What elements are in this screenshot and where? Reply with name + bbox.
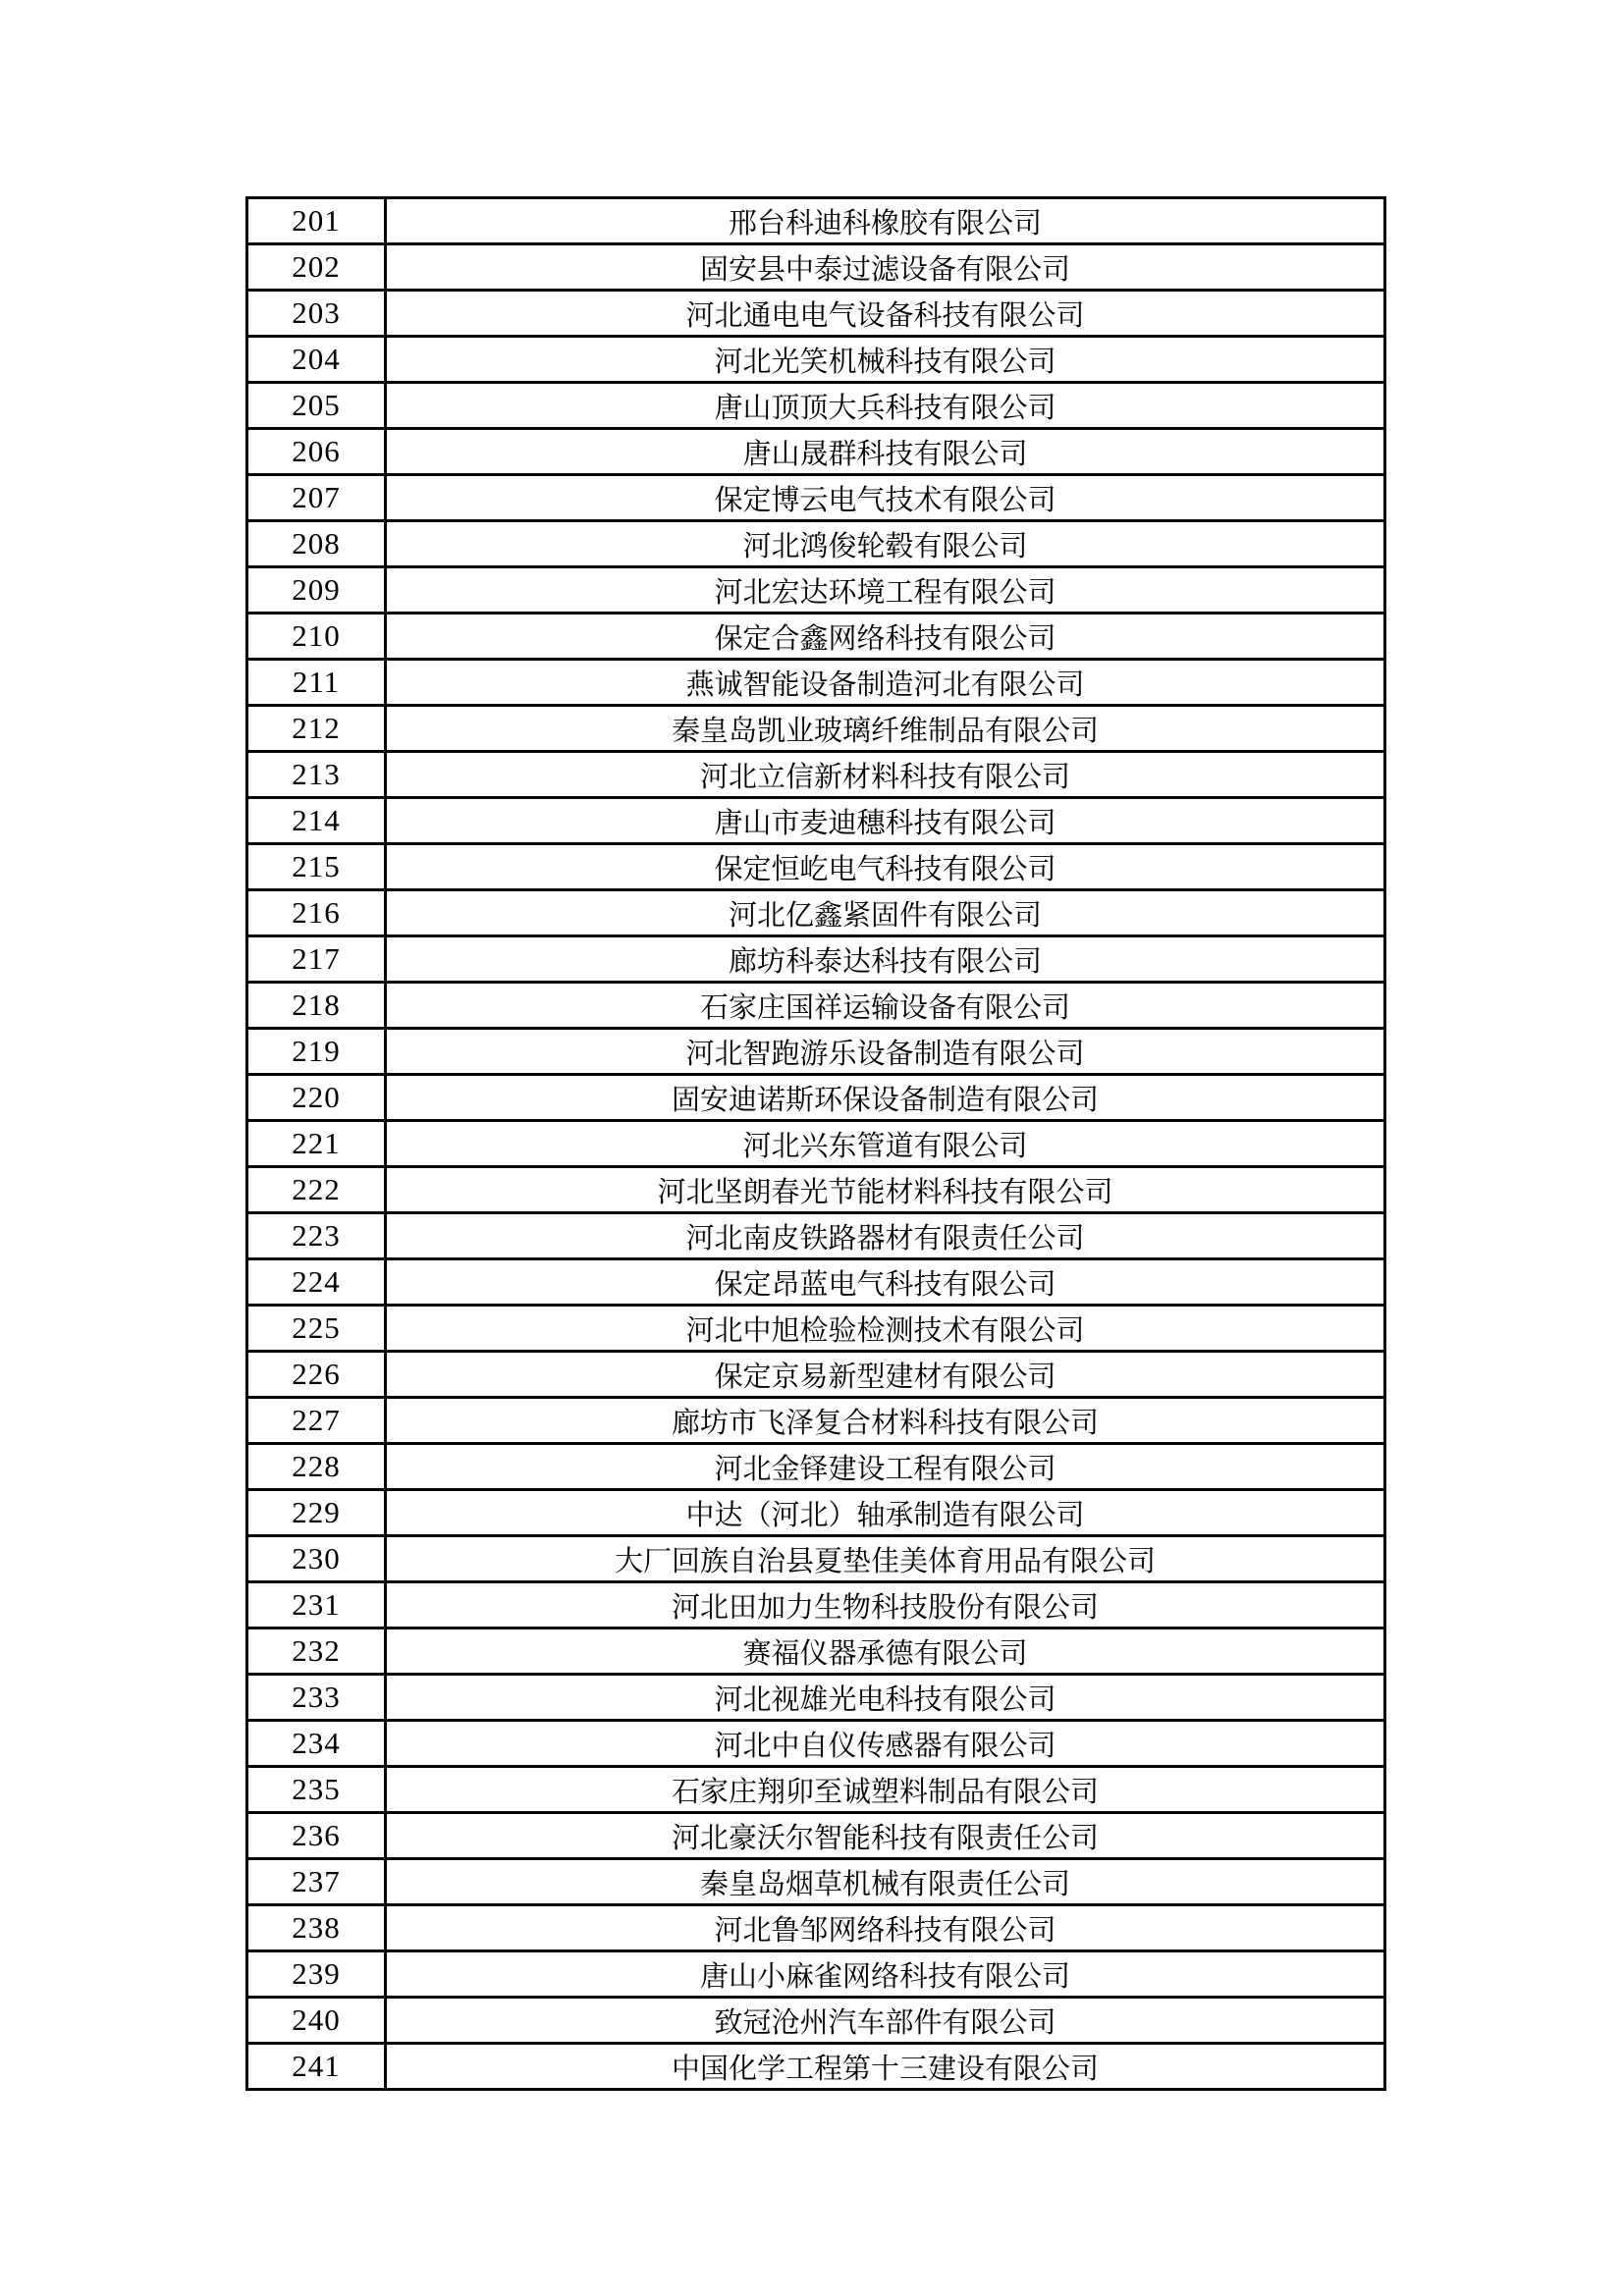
row-number-cell: 215 — [247, 844, 386, 890]
company-name-cell: 固安县中泰过滤设备有限公司 — [386, 244, 1385, 291]
company-name-cell: 河北亿鑫紧固件有限公司 — [386, 890, 1385, 936]
row-number-cell: 204 — [247, 337, 386, 383]
row-number-cell: 207 — [247, 475, 386, 521]
table-body — [247, 198, 1385, 2090]
table-row — [247, 1352, 1385, 1398]
row-number-cell: 220 — [247, 1075, 386, 1121]
company-name-cell: 石家庄翔卯至诚塑料制品有限公司 — [386, 1767, 1385, 1813]
company-name-cell: 燕诚智能设备制造河北有限公司 — [386, 660, 1385, 706]
company-name-cell: 河北立信新材料科技有限公司 — [386, 752, 1385, 798]
row-number-cell: 226 — [247, 1352, 386, 1398]
row-number-cell: 212 — [247, 706, 386, 752]
row-number-cell: 218 — [247, 983, 386, 1029]
company-name-cell: 河北视雄光电科技有限公司 — [386, 1675, 1385, 1721]
table-row — [247, 706, 1385, 752]
table-row — [247, 798, 1385, 844]
table-row — [247, 1951, 1385, 1998]
company-name-cell: 保定恒屹电气科技有限公司 — [386, 844, 1385, 890]
company-name-cell: 保定昂蓝电气科技有限公司 — [386, 1259, 1385, 1306]
company-name-cell: 廊坊市飞泽复合材料科技有限公司 — [386, 1398, 1385, 1444]
row-number-cell: 232 — [247, 1629, 386, 1675]
row-number-cell: 209 — [247, 567, 386, 614]
company-name-cell: 致冠沧州汽车部件有限公司 — [386, 1998, 1385, 2044]
table-row — [247, 244, 1385, 291]
table-row — [247, 1813, 1385, 1859]
row-number-cell: 201 — [247, 198, 386, 244]
company-name-cell: 保定合鑫网络科技有限公司 — [386, 614, 1385, 660]
row-number-cell: 211 — [247, 660, 386, 706]
table-row — [247, 337, 1385, 383]
row-number-cell: 223 — [247, 1213, 386, 1259]
company-name-cell: 石家庄国祥运输设备有限公司 — [386, 983, 1385, 1029]
company-name-cell: 河北宏达环境工程有限公司 — [386, 567, 1385, 614]
row-number-cell: 236 — [247, 1813, 386, 1859]
row-number-cell: 235 — [247, 1767, 386, 1813]
table-row — [247, 198, 1385, 244]
company-name-cell: 河北田加力生物科技股份有限公司 — [386, 1582, 1385, 1629]
company-name-cell: 河北南皮铁路器材有限责任公司 — [386, 1213, 1385, 1259]
table-row — [247, 1859, 1385, 1905]
table-row — [247, 752, 1385, 798]
row-number-cell: 237 — [247, 1859, 386, 1905]
table-row — [247, 1721, 1385, 1767]
table-row — [247, 1490, 1385, 1536]
table-row — [247, 1905, 1385, 1951]
table-row — [247, 1167, 1385, 1213]
table-row — [247, 1075, 1385, 1121]
table-row — [247, 429, 1385, 475]
company-name-cell: 赛福仪器承德有限公司 — [386, 1629, 1385, 1675]
company-name-cell: 邢台科迪科橡胶有限公司 — [386, 198, 1385, 244]
table-row — [247, 1536, 1385, 1582]
row-number-cell: 241 — [247, 2044, 386, 2090]
company-name-cell: 河北通电电气设备科技有限公司 — [386, 291, 1385, 337]
row-number-cell: 224 — [247, 1259, 386, 1306]
company-name-cell: 保定京易新型建材有限公司 — [386, 1352, 1385, 1398]
company-name-cell: 秦皇岛凯业玻璃纤维制品有限公司 — [386, 706, 1385, 752]
table-row — [247, 2044, 1385, 2090]
row-number-cell: 238 — [247, 1905, 386, 1951]
table-row — [247, 1306, 1385, 1352]
table-row — [247, 521, 1385, 567]
company-name-cell: 河北鲁邹网络科技有限公司 — [386, 1905, 1385, 1951]
company-name-cell: 保定博云电气技术有限公司 — [386, 475, 1385, 521]
row-number-cell: 219 — [247, 1029, 386, 1075]
row-number-cell: 203 — [247, 291, 386, 337]
row-number-cell: 213 — [247, 752, 386, 798]
company-name-cell: 秦皇岛烟草机械有限责任公司 — [386, 1859, 1385, 1905]
row-number-cell: 225 — [247, 1306, 386, 1352]
row-number-cell: 202 — [247, 244, 386, 291]
company-name-cell: 大厂回族自治县夏垫佳美体育用品有限公司 — [386, 1536, 1385, 1582]
table-row — [247, 291, 1385, 337]
company-name-cell: 河北中自仪传感器有限公司 — [386, 1721, 1385, 1767]
table-row — [247, 1213, 1385, 1259]
row-number-cell: 240 — [247, 1998, 386, 2044]
company-list-table — [245, 196, 1386, 2091]
table-row — [247, 844, 1385, 890]
table-row — [247, 660, 1385, 706]
company-name-cell: 河北坚朗春光节能材料科技有限公司 — [386, 1167, 1385, 1213]
row-number-cell: 231 — [247, 1582, 386, 1629]
row-number-cell: 206 — [247, 429, 386, 475]
table-row — [247, 890, 1385, 936]
row-number-cell: 210 — [247, 614, 386, 660]
table-row — [247, 1121, 1385, 1167]
row-number-cell: 217 — [247, 936, 386, 983]
table-row — [247, 567, 1385, 614]
row-number-cell: 214 — [247, 798, 386, 844]
table-row — [247, 1029, 1385, 1075]
row-number-cell: 234 — [247, 1721, 386, 1767]
company-name-cell: 河北豪沃尔智能科技有限责任公司 — [386, 1813, 1385, 1859]
row-number-cell: 239 — [247, 1951, 386, 1998]
company-name-cell: 唐山市麦迪穗科技有限公司 — [386, 798, 1385, 844]
table-row — [247, 1629, 1385, 1675]
table-row — [247, 1582, 1385, 1629]
company-name-cell: 唐山晟群科技有限公司 — [386, 429, 1385, 475]
row-number-cell: 233 — [247, 1675, 386, 1721]
table-row — [247, 1767, 1385, 1813]
company-name-cell: 河北光笑机械科技有限公司 — [386, 337, 1385, 383]
company-name-cell: 唐山小麻雀网络科技有限公司 — [386, 1951, 1385, 1998]
row-number-cell: 208 — [247, 521, 386, 567]
row-number-cell: 205 — [247, 383, 386, 429]
row-number-cell: 229 — [247, 1490, 386, 1536]
row-number-cell: 227 — [247, 1398, 386, 1444]
row-number-cell: 216 — [247, 890, 386, 936]
row-number-cell: 222 — [247, 1167, 386, 1213]
company-name-cell: 河北鸿俊轮毂有限公司 — [386, 521, 1385, 567]
company-name-cell: 河北兴东管道有限公司 — [386, 1121, 1385, 1167]
table-row — [247, 983, 1385, 1029]
table-row — [247, 936, 1385, 983]
table-row — [247, 1675, 1385, 1721]
row-number-cell: 228 — [247, 1444, 386, 1490]
row-number-cell: 230 — [247, 1536, 386, 1582]
table-row — [247, 1998, 1385, 2044]
company-name-cell: 河北金铎建设工程有限公司 — [386, 1444, 1385, 1490]
table-row — [247, 614, 1385, 660]
company-name-cell: 中国化学工程第十三建设有限公司 — [386, 2044, 1385, 2090]
company-name-cell: 河北智跑游乐设备制造有限公司 — [386, 1029, 1385, 1075]
table-row — [247, 475, 1385, 521]
table-row — [247, 1444, 1385, 1490]
company-name-cell: 河北中旭检验检测技术有限公司 — [386, 1306, 1385, 1352]
company-name-cell: 唐山顶顶大兵科技有限公司 — [386, 383, 1385, 429]
company-name-cell: 固安迪诺斯环保设备制造有限公司 — [386, 1075, 1385, 1121]
table-row — [247, 383, 1385, 429]
row-number-cell: 221 — [247, 1121, 386, 1167]
company-name-cell: 中达（河北）轴承制造有限公司 — [386, 1490, 1385, 1536]
company-name-cell: 廊坊科泰达科技有限公司 — [386, 936, 1385, 983]
table-row — [247, 1259, 1385, 1306]
table-row — [247, 1398, 1385, 1444]
